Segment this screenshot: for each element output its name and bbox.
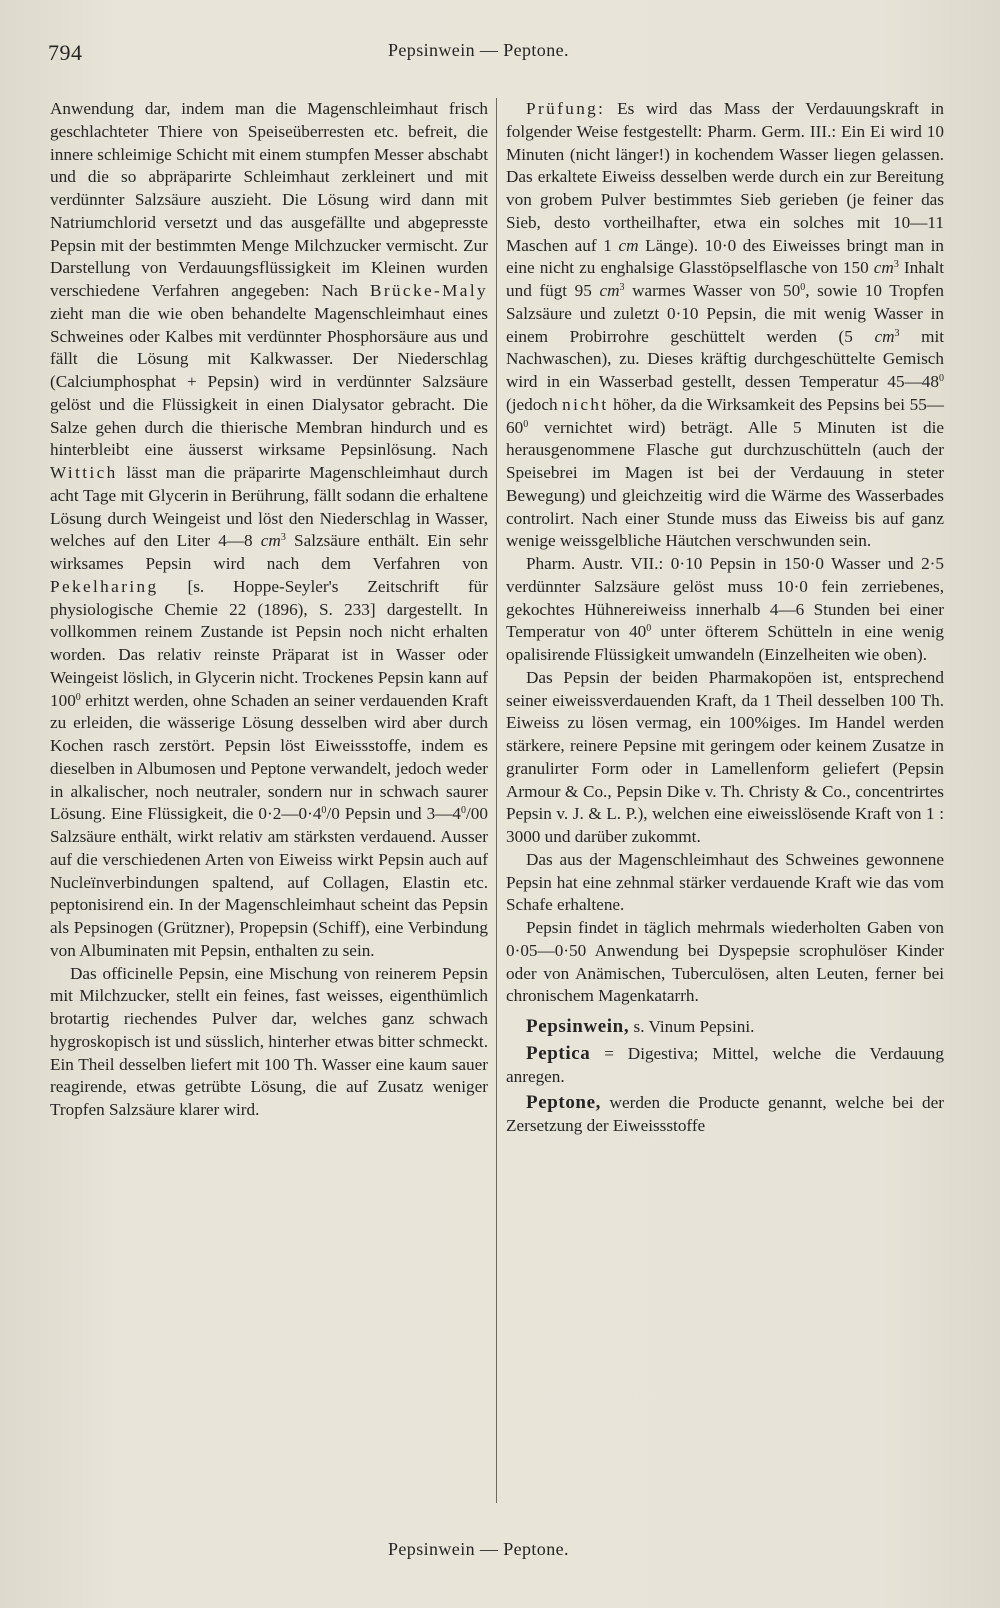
superscript: 0 bbox=[646, 623, 652, 635]
superscript: 0 bbox=[939, 373, 944, 384]
text-run: erhitzt werden, ohne Schaden an seiner verdauenden Kraft zu erleiden, die wässerige Lösung desselben wird aber durch Kochen rasch zerstört. Pepsin löst Eiweissstoffe, indem es dieselben in Albumosen und Peptone verwandelt, jedoch weder in alkalischer, noch neutraler, sondern nur in schwach saurer Lösung. Eine Flüssigkeit, die 0·2—0·4 bbox=[50, 690, 488, 824]
entry-text: s. Vinum Pepsini. bbox=[629, 1017, 755, 1036]
running-head: Pepsinwein — Peptone. bbox=[388, 40, 569, 60]
entry-text: werden die Producte genannt, welche bei der Zersetzung der Eiweissstoffe bbox=[506, 1093, 944, 1135]
entry-text: = Digestiva; Mittel, welche die Verdauung anregen. bbox=[506, 1043, 944, 1086]
text-run: /00 Salzsäure enthält, wirkt relativ am stärksten verdauend. Ausser auf die verschiedenen Arten von Eiweiss wirkt Pepsin auch auf Nucleïnverbindungen spaltend, auf Collagen, Elastin etc. peptonisirend ein. In der Magenschleimhaut scheint das Pepsin als Pepsinogen (Grützner), Propepsin (Schiff), eine Verbindung von Albuminaten mit Pepsin, enthalten zu sein. bbox=[50, 804, 488, 960]
text-run: /0 Pepsin und 3—4 bbox=[326, 804, 462, 824]
right-paragraph-3: Das Pepsin der beiden Pharmakopöen ist, entsprechend seiner eiweissverdauenden Kraft, da 1 Theil desselben 100 Th. Eiweiss zu lösen vermag, ein 100%iges. Im Handel werden stärkere, reinere Pepsine mit geringem oder keinem Zusatze in granulirter Form oder in Lamellenform geliefert (Pepsin Armour & Co., Pepsin Dike v. Th. Christy & Co., concentrirtes Pepsin v. J. & L. P.), welchen eine eiweisslösende Kraft von 1 : 3000 und darüber zukommt. bbox=[506, 667, 944, 846]
entry-term: Peptone, bbox=[526, 1092, 601, 1114]
right-paragraph-5: Pepsin findet in täglich mehrmals wiederholten Gaben von 0·05—0·50 Anwendung bei Dyspepsie scrophulöser Kinder oder von Anämischen, Tuberculösen, alten Leuten, ferner bei chronischem Magenkatarrh. bbox=[506, 918, 944, 1006]
author-name: Pekelharing bbox=[50, 576, 159, 596]
superscript: 3 bbox=[280, 532, 286, 544]
text-run: zieht man die wie oben behandelte Magenschleimhaut eines Schweines oder Kalbes mit verdünnter Phosphorsäure aus und fällt die Lösung mit Kalkwasser. Der Niederschlag (Calciumphosphat + Pepsin) wird in verdünnter Salzsäure gelöst und die Flüssigkeit in einen Dialysator gebracht. Die Salze gehen durch die thierische Membran hindurch und es hinterbleibt eine äusserst wirksame Pepsinlösung. Nach bbox=[50, 303, 488, 460]
text-run: mit Nachwaschen), zu. Dieses kräftig durchgeschüttelte Gemisch wird in ein Wasserbad gestellt, dessen Temperatur 45—48 bbox=[506, 326, 944, 391]
text-run: Anwendung dar, indem man die Magenschleimhaut frisch geschlachteter Thiere von Speiseüberresten etc. befreit, die innere schleimige Schicht mit einem stumpfen Messer abschabt und die so abpräparirte Schleimhaut zerkleinert und mit verdünnter Salzsäure auszieht. Die Lösung wird dann mit Natriumchlorid versetzt und das ausgefällte und abgepresste Pepsin mit der bestimmten Menge Milchzucker vermischt. Zur Darstellung von Verdauungsflüssigkeit im Kleinen wurden verschiedene Verfahren angegeben: Nach bbox=[50, 99, 488, 300]
right-paragraph-1 bbox=[506, 98, 944, 553]
text-run: Es wird das Mass der Verdauungskraft in folgender Weise festgestellt: Pharm. Germ. III.: Ein Ei wird 10 Minuten (nicht länger!) in kochendem Wasser liegen gelassen. Das erkaltete Eiweiss desselben werde durch ein zur Bereitung von grobem Pulver bestimmtes Sieb gerieben (je feiner das Sieb, desto vortheilhafter, etwa ein solches mit 10—11 Maschen auf 1 bbox=[506, 99, 944, 255]
text-run: Pharm. Austr. VII.: 0·10 Pepsin in 150·0 Wasser und 2·5 verdünnter Salzsäure gelöst muss 10·0 fein zerriebenes, gekochtes Hühnereiweiss innerhalb 4—6 Stunden bei einer Temperatur von 40 bbox=[506, 554, 944, 642]
text-run: warmes Wasser von 50 bbox=[624, 281, 801, 300]
emphasis: nicht bbox=[562, 394, 609, 414]
superscript: 0 bbox=[321, 805, 327, 817]
unit: cm bbox=[599, 281, 620, 300]
superscript: 0 bbox=[461, 805, 467, 817]
unit: cm bbox=[874, 326, 895, 346]
entry-term: Pepsinwein, bbox=[526, 1016, 630, 1037]
text-run: lässt man die präparirte Magenschleimhaut durch acht Tage mit Glycerin in Berührung, fällt sodann die erhaltene Lösung durch Weingeist und löst den Niederschlag in Wasser, welches auf den Liter 4—8 bbox=[50, 463, 488, 551]
author-name: Brücke-Maly bbox=[369, 281, 488, 300]
entry-pepsinwein bbox=[506, 1016, 944, 1039]
left-paragraph-2: Das officinelle Pepsin, eine Mischung von reinerem Pepsin mit Milchzucker, stellt ein feines, fast weisses, eigenthümlich brotartig riechendes Pulver dar, welches ganz schwach hygroskopisch ist und süsslich, hinterher etwas bitter schmeckt. Ein Theil desselben liefert mit 100 Th. Wasser eine kaum sauer reagirende, etwas getrübte Lösung, die auf Zusatz weniger Tropfen Salzsäure klarer wird. bbox=[50, 963, 488, 1119]
author-name: Wittich bbox=[50, 463, 118, 482]
superscript: 0 bbox=[800, 282, 806, 293]
unit: cm bbox=[260, 531, 281, 551]
text-run: vernichtet wird) beträgt. Alle 5 Minuten ist die herausgenommene Flasche gut durchzuschütteln (auch der Speisebrei im Magen ist bei der Verdauung in steter Bewegung) und gleichzeitig wird die Wärme des Wasserbades controlirt. Nach einer Stunde muss das Eiweiss bis auf ganz wenige weissgelbliche Häutchen verschwunden sein. bbox=[506, 417, 944, 551]
running-foot: Pepsinwein — Peptone. bbox=[388, 1539, 569, 1559]
text-run: Salzsäure enthält. Ein sehr wirksames Pepsin wird nach dem Verfahren von bbox=[50, 531, 488, 573]
right-paragraph-2 bbox=[506, 553, 944, 667]
unit: cm bbox=[618, 235, 639, 255]
text-run: [s. Hoppe-Seyler's Zeitschrift für physiologische Chemie 22 (1896), S. 233] dargestellt. In vollkommen reinem Zustande ist Pepsin noch nicht erhalten worden. Das relativ reinste Präparat ist in Wasser oder Weingeist löslich, in Glycerin nicht. Trockenes Pepsin kann auf 100 bbox=[50, 576, 488, 710]
text-run: höher, da die Wirksamkeit des Pepsins bei 55—60 bbox=[506, 394, 944, 437]
entry-peptica bbox=[506, 1043, 944, 1089]
column-divider bbox=[496, 98, 497, 1503]
text-run: unter öfterem Schütteln in eine wenig opalisirende Flüssigkeit umwandeln (Einzelheiten wie oben). bbox=[506, 622, 944, 664]
entry-term: Peptica bbox=[526, 1042, 591, 1064]
superscript: 0 bbox=[523, 418, 529, 430]
right-paragraph-4: Das aus der Magenschleimhaut des Schweines gewonnene Pepsin hat eine zehnmal stärker verdauende Kraft wie das vom Schafe erhaltene. bbox=[506, 849, 944, 915]
text-run: Inhalt und fügt 95 bbox=[506, 258, 945, 300]
page-number: 794 bbox=[48, 40, 83, 65]
text-run: Länge). 10·0 des Eiweisses bringt man in eine nicht zu enghalsige Glasstöpselflasche von 150 bbox=[506, 235, 944, 278]
superscript: 3 bbox=[894, 327, 900, 339]
section-label: Prüfung: bbox=[526, 99, 606, 118]
left-paragraph-1 bbox=[50, 98, 488, 963]
superscript: 3 bbox=[619, 282, 625, 293]
text-run: , sowie 10 Tropfen Salzsäure und zuletzt 0·10 Pepsin, die mit wenig Wasser in einem Probirrohre geschüttelt werden (5 bbox=[506, 281, 945, 346]
entry-peptone bbox=[506, 1092, 944, 1138]
unit: cm bbox=[873, 258, 894, 278]
superscript: 3 bbox=[893, 259, 899, 271]
left-column bbox=[50, 98, 488, 1122]
text-run: (jedoch bbox=[506, 394, 563, 414]
right-column bbox=[506, 98, 944, 1138]
superscript: 0 bbox=[75, 691, 81, 703]
